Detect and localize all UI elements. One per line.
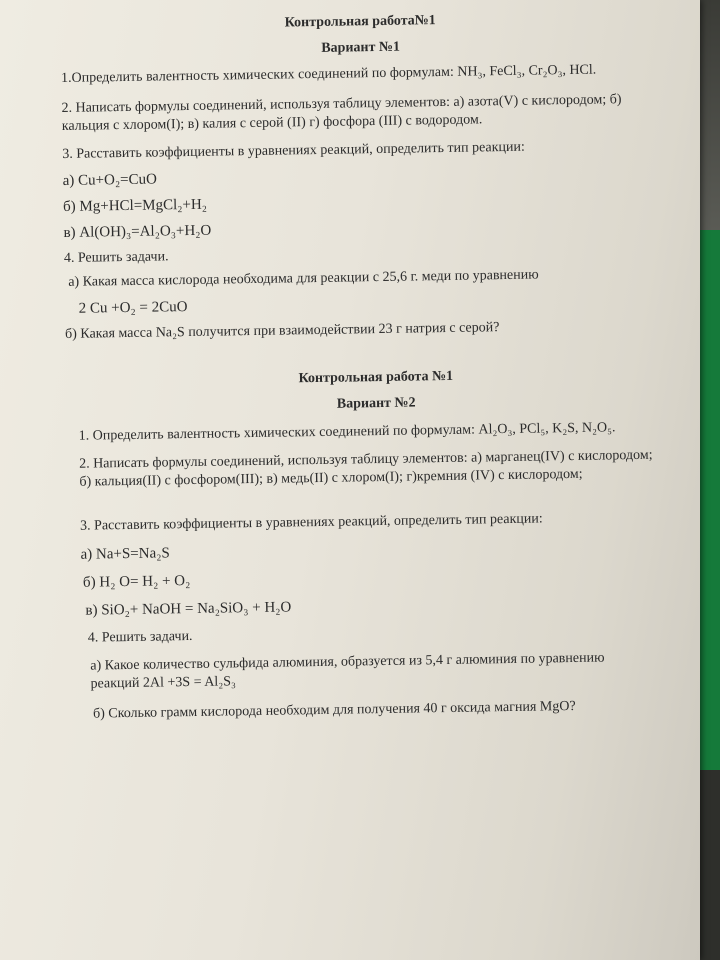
variant2-equation-c: в) SiO₂+ NaOH = Na₂SiO₃ + H₂O (85, 599, 292, 619)
variant2-task3: 3. Расставить коэффициенты в уравнениях реакций, определить тип реакции: (79, 511, 543, 534)
variant2-problem-b: б) Сколько грамм кислорода необходим для получения 40 г оксида магния MgO? (92, 698, 576, 722)
variant1-equation-c: в) Al(OH)₃=Al₂O₃+H₂O (63, 222, 212, 241)
variant2-heading: Контрольная работа №1 (298, 368, 454, 387)
variant1-subheading: Вариант №1 (321, 39, 401, 56)
variant1-problem-b: б) Какая масса Na₂S получится при взаимодействии 23 г натрия с серой? (64, 320, 500, 342)
variant1-task3: 3. Расставить коэффициенты в уравнениях реакций, определить тип реакции: (62, 139, 525, 162)
variant1-heading: Контрольная работа№1 (284, 13, 436, 31)
variant1-task4: 4. Решить задачи. (63, 249, 169, 266)
variant2-equation-b: б) H₂ O= H₂ + O₂ (82, 573, 191, 591)
variant1-equation-a: а) Cu+O₂=CuO (62, 171, 158, 189)
variant2-problem-a: а) Какое количество сульфида алюминия, образуется из 5,4 г алюминия по уравнению реакций 2Al +3S = Al₂S₃ (90, 650, 605, 692)
variant2-subheading: Вариант №2 (336, 395, 416, 412)
variant2-task2: 2. Написать формулы соединений, используя таблицу элементов: а) марганец(IV) с кислородом; б) кальция(II) с фосфором(III); в) медь(II) с хлором(I); г)кремния (IV) с кислородом; (79, 447, 653, 490)
variant2-equation-a: а) Na+S=Na₂S (80, 545, 170, 563)
variant2-task1: 1. Определить валентность химических соединений по формулам: Al₂O₃, PCl₅, K₂S, N₂O₅. (78, 420, 616, 444)
variant1-task1: 1.Определить валентность химических соединений по формулам: NH₃, FeCl₃, Cr₂O₃, HCl. (60, 62, 597, 86)
variant1-problem-a: а) Какая масса кислорода необходима для реакции с 25,6 г. меди по уравнению (68, 267, 539, 290)
variant2-task4: 4. Решить задачи. (87, 628, 193, 646)
variant1-equation-b: б) Mg+HCl=MgCl₂+H₂ (62, 196, 208, 215)
variant1-task2: 2. Написать формулы соединений, используя таблицу элементов: а) азота(V) с кислородом; б) кальция с хлором(I); в) калия с серой (II) г) фосфора (III) с водородом. (61, 92, 622, 134)
variant1-problem-a-equation: 2 Cu +O₂ = 2CuO (78, 299, 188, 317)
document-content (60, 1, 660, 722)
